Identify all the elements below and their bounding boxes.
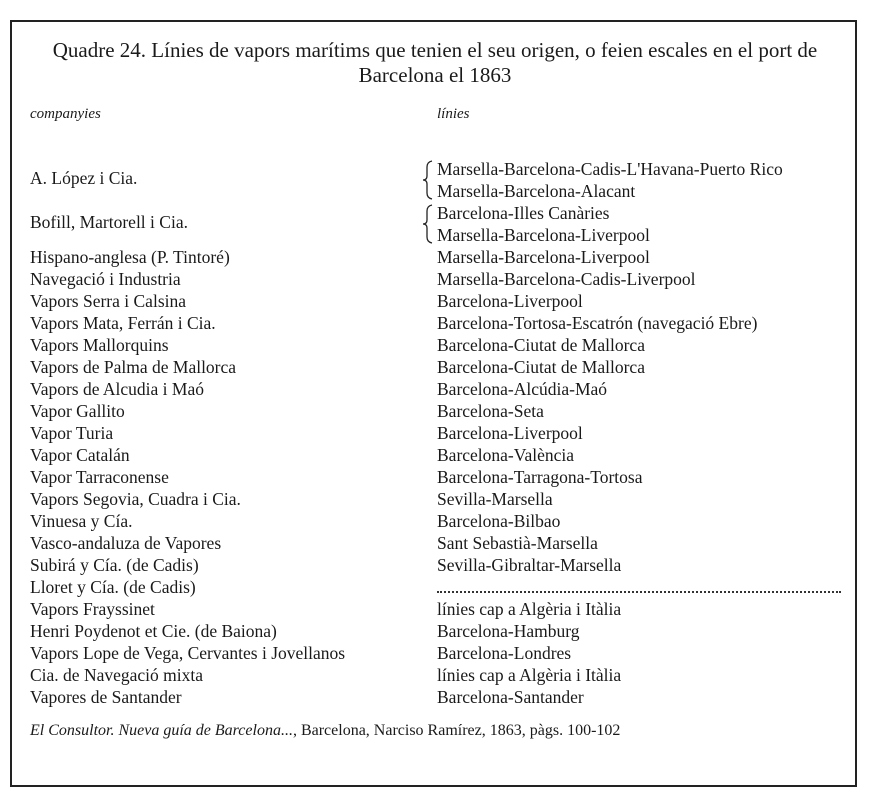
company-name: Navegació i Industria <box>30 269 181 289</box>
company-name: Vapors Segovia, Cuadra i Cia. <box>30 489 241 509</box>
source-title: El Consultor. Nueva guía de Barcelona... <box>30 722 293 739</box>
company-name: Bofill, Martorell i Cia. <box>30 212 188 232</box>
company-name: A. López i Cia. <box>30 168 138 188</box>
company-name: Vapors de Palma de Mallorca <box>30 357 237 377</box>
shipping-line: Barcelona-Tarragona-Tortosa <box>437 467 643 487</box>
company-name: Vapor Gallito <box>30 401 125 421</box>
company-name: Vinuesa y Cía. <box>30 511 133 531</box>
shipping-line: Marsella-Barcelona-Alacant <box>437 181 636 201</box>
company-name: Vapor Turia <box>30 423 114 443</box>
shipping-line: Barcelona-Londres <box>437 643 572 663</box>
company-name: Vapors Mallorquins <box>30 335 169 355</box>
shipping-line: Barcelona-Ciutat de Mallorca <box>437 357 645 377</box>
company-name: Vapor Tarraconense <box>30 467 169 487</box>
company-name: Henri Poydenot et Cie. (de Baiona) <box>30 621 277 641</box>
shipping-line: Barcelona-Santander <box>437 687 584 707</box>
shipping-line: Barcelona-Bilbao <box>437 511 561 531</box>
company-name: Hispano-anglesa (P. Tintoré) <box>30 247 230 267</box>
shipping-line: Barcelona-Hamburg <box>437 621 580 641</box>
company-name: Vasco-andaluza de Vapores <box>30 533 222 553</box>
shipping-line: Barcelona-Illes Canàries <box>437 203 610 223</box>
table-title: Quadre 24. Línies de vapors marítims que tenien el seu origen, o feien escales en el port de Barcelona el 1863 <box>52 38 818 87</box>
shipping-line: Marsella-Barcelona-Cadis-Liverpool <box>437 269 696 289</box>
shipping-line: Barcelona-València <box>437 445 575 465</box>
shipping-line: Barcelona-Seta <box>437 401 544 421</box>
shipping-line: Sevilla-Gibraltar-Marsella <box>437 555 622 575</box>
shipping-line: Marsella-Barcelona-Liverpool <box>437 225 650 245</box>
column-header-companies: companyies <box>30 106 101 122</box>
company-name: Cia. de Navegació mixta <box>30 665 203 685</box>
source-citation <box>30 722 620 740</box>
company-name: Vapors Lope de Vega, Cervantes i Jovellanos <box>30 643 346 663</box>
company-name: Lloret y Cía. (de Cadis) <box>30 577 196 597</box>
source-details: , Barcelona, Narciso Ramírez, 1863, pàgs. 100-102 <box>292 722 621 739</box>
company-name: Vapores de Santander <box>30 687 182 707</box>
shipping-line: Barcelona-Alcúdia-Maó <box>437 379 608 399</box>
shipping-line: Marsella-Barcelona-Liverpool <box>437 247 650 267</box>
company-name: Vapors Serra i Calsina <box>30 291 187 311</box>
shipping-line: línies cap a Algèria i Itàlia <box>437 665 622 685</box>
shipping-line: Barcelona-Liverpool <box>437 291 583 311</box>
shipping-line: línies cap a Algèria i Itàlia <box>437 599 622 619</box>
column-header-lines: línies <box>437 106 470 122</box>
shipping-line: Sant Sebastià-Marsella <box>437 533 598 553</box>
company-name: Vapors Mata, Ferrán i Cia. <box>30 313 216 333</box>
company-name: Vapors de Alcudia i Maó <box>30 379 204 399</box>
curly-brace-icon <box>421 204 435 244</box>
company-name: Subirá y Cía. (de Cadis) <box>30 555 199 575</box>
shipping-line: Sevilla-Marsella <box>437 489 553 509</box>
shipping-line: Barcelona-Liverpool <box>437 423 583 443</box>
shipping-line: Barcelona-Tortosa-Escatrón (navegació Ebre) <box>437 313 758 333</box>
shipping-line: Marsella-Barcelona-Cadis-L'Havana-Puerto Rico <box>437 159 783 179</box>
company-name: Vapor Catalán <box>30 445 130 465</box>
dotted-leader <box>437 589 841 593</box>
company-name: Vapors Frayssinet <box>30 599 155 619</box>
curly-brace-icon <box>421 160 435 200</box>
shipping-line: Barcelona-Ciutat de Mallorca <box>437 335 645 355</box>
